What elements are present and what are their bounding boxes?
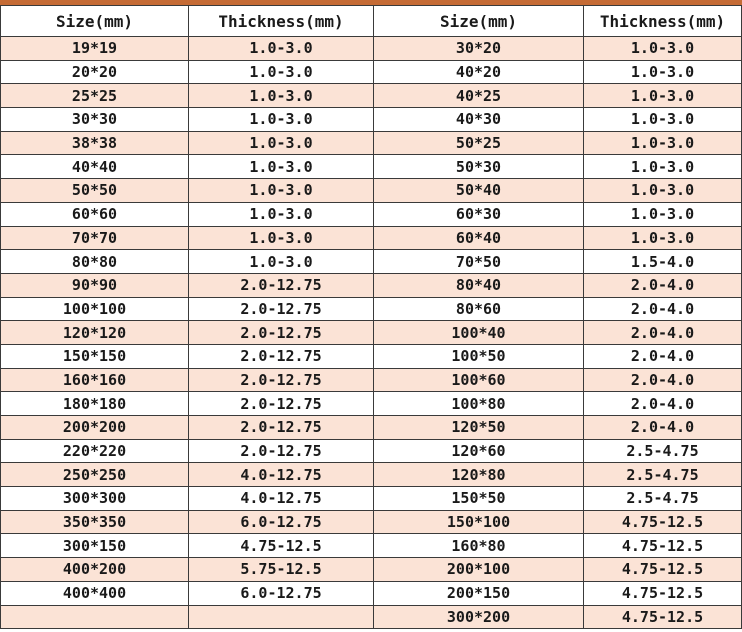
cell-size-1: 180*180: [1, 392, 189, 416]
table-row: [1, 368, 742, 392]
cell-thickness-1: 2.0-12.75: [189, 368, 374, 392]
cell-thickness-2: 2.0-4.0: [584, 297, 742, 321]
cell-thickness-1: [189, 605, 374, 629]
cell-size-1: 150*150: [1, 344, 189, 368]
cell-size-2: 100*50: [374, 344, 584, 368]
cell-thickness-1: 1.0-3.0: [189, 226, 374, 250]
cell-size-1: 100*100: [1, 297, 189, 321]
cell-thickness-2: 2.5-4.75: [584, 439, 742, 463]
cell-size-2: 80*60: [374, 297, 584, 321]
cell-thickness-1: 2.0-12.75: [189, 297, 374, 321]
table-body: [1, 37, 742, 629]
cell-size-1: 120*120: [1, 321, 189, 345]
cell-size-2: 100*60: [374, 368, 584, 392]
cell-thickness-1: 2.0-12.75: [189, 392, 374, 416]
cell-size-2: 40*20: [374, 60, 584, 84]
table-row: [1, 605, 742, 629]
cell-size-2: 100*80: [374, 392, 584, 416]
cell-thickness-1: 2.0-12.75: [189, 273, 374, 297]
header-thickness-2: Thickness(mm): [584, 6, 742, 37]
table-row: [1, 344, 742, 368]
cell-thickness-2: 1.0-3.0: [584, 202, 742, 226]
table-row: [1, 273, 742, 297]
table-row: [1, 416, 742, 440]
table-row: [1, 202, 742, 226]
cell-thickness-1: 1.0-3.0: [189, 37, 374, 61]
cell-thickness-2: 2.0-4.0: [584, 392, 742, 416]
cell-thickness-1: 4.0-12.75: [189, 487, 374, 511]
table-row: [1, 392, 742, 416]
cell-thickness-2: 4.75-12.5: [584, 605, 742, 629]
cell-size-1: 400*400: [1, 581, 189, 605]
cell-thickness-2: 1.0-3.0: [584, 84, 742, 108]
cell-thickness-1: 2.0-12.75: [189, 439, 374, 463]
table-row: [1, 558, 742, 582]
cell-size-1: 250*250: [1, 463, 189, 487]
cell-size-2: 200*100: [374, 558, 584, 582]
cell-size-2: 30*20: [374, 37, 584, 61]
table-row: [1, 297, 742, 321]
cell-size-1: [1, 605, 189, 629]
cell-size-2: 50*30: [374, 155, 584, 179]
cell-size-1: 350*350: [1, 510, 189, 534]
cell-thickness-2: 4.75-12.5: [584, 534, 742, 558]
header-size-1: Size(mm): [1, 6, 189, 37]
cell-thickness-2: 4.75-12.5: [584, 510, 742, 534]
cell-thickness-1: 1.0-3.0: [189, 202, 374, 226]
table-row: [1, 60, 742, 84]
cell-thickness-1: 1.0-3.0: [189, 84, 374, 108]
cell-size-2: 120*50: [374, 416, 584, 440]
cell-size-2: 300*200: [374, 605, 584, 629]
cell-size-2: 100*40: [374, 321, 584, 345]
table-row: [1, 226, 742, 250]
cell-size-2: 40*30: [374, 108, 584, 132]
cell-size-1: 50*50: [1, 179, 189, 203]
cell-thickness-1: 1.0-3.0: [189, 131, 374, 155]
cell-size-2: 60*30: [374, 202, 584, 226]
cell-thickness-1: 2.0-12.75: [189, 416, 374, 440]
cell-thickness-1: 6.0-12.75: [189, 581, 374, 605]
cell-size-1: 160*160: [1, 368, 189, 392]
cell-size-2: 150*50: [374, 487, 584, 511]
cell-thickness-2: 2.0-4.0: [584, 416, 742, 440]
cell-thickness-2: 2.0-4.0: [584, 321, 742, 345]
cell-thickness-1: 1.0-3.0: [189, 179, 374, 203]
cell-size-1: 60*60: [1, 202, 189, 226]
cell-thickness-1: 2.0-12.75: [189, 344, 374, 368]
table-row: [1, 250, 742, 274]
table-row: [1, 84, 742, 108]
cell-size-1: 400*200: [1, 558, 189, 582]
header-thickness-1: Thickness(mm): [189, 6, 374, 37]
table-row: [1, 155, 742, 179]
cell-thickness-1: 4.0-12.75: [189, 463, 374, 487]
cell-size-2: 50*25: [374, 131, 584, 155]
cell-thickness-1: 1.0-3.0: [189, 60, 374, 84]
cell-thickness-2: 1.0-3.0: [584, 179, 742, 203]
table-row: [1, 510, 742, 534]
cell-size-2: 160*80: [374, 534, 584, 558]
cell-size-2: 120*60: [374, 439, 584, 463]
spec-table: [0, 5, 742, 629]
cell-thickness-1: 1.0-3.0: [189, 250, 374, 274]
cell-size-1: 30*30: [1, 108, 189, 132]
table-row: [1, 487, 742, 511]
cell-size-2: 120*80: [374, 463, 584, 487]
cell-thickness-2: 1.5-4.0: [584, 250, 742, 274]
cell-thickness-1: 2.0-12.75: [189, 321, 374, 345]
cell-size-1: 80*80: [1, 250, 189, 274]
cell-size-2: 150*100: [374, 510, 584, 534]
cell-thickness-2: 2.5-4.75: [584, 463, 742, 487]
cell-thickness-2: 1.0-3.0: [584, 37, 742, 61]
cell-thickness-2: 1.0-3.0: [584, 60, 742, 84]
cell-size-2: 40*25: [374, 84, 584, 108]
cell-thickness-2: 2.0-4.0: [584, 273, 742, 297]
cell-thickness-2: 2.5-4.75: [584, 487, 742, 511]
cell-size-1: 200*200: [1, 416, 189, 440]
cell-thickness-2: 4.75-12.5: [584, 581, 742, 605]
table-row: [1, 37, 742, 61]
cell-thickness-1: 6.0-12.75: [189, 510, 374, 534]
table-row: [1, 108, 742, 132]
header-row: [1, 6, 742, 37]
cell-thickness-2: 1.0-3.0: [584, 131, 742, 155]
cell-size-2: 50*40: [374, 179, 584, 203]
table-row: [1, 321, 742, 345]
cell-size-1: 90*90: [1, 273, 189, 297]
cell-thickness-2: 1.0-3.0: [584, 108, 742, 132]
header-size-2: Size(mm): [374, 6, 584, 37]
cell-size-1: 38*38: [1, 131, 189, 155]
cell-thickness-1: 1.0-3.0: [189, 108, 374, 132]
cell-thickness-1: 4.75-12.5: [189, 534, 374, 558]
table-row: [1, 463, 742, 487]
table-row: [1, 179, 742, 203]
table-row: [1, 439, 742, 463]
cell-thickness-2: 1.0-3.0: [584, 226, 742, 250]
cell-size-1: 19*19: [1, 37, 189, 61]
cell-size-1: 20*20: [1, 60, 189, 84]
cell-size-2: 80*40: [374, 273, 584, 297]
cell-thickness-2: 2.0-4.0: [584, 368, 742, 392]
cell-size-1: 220*220: [1, 439, 189, 463]
cell-thickness-2: 1.0-3.0: [584, 155, 742, 179]
cell-thickness-1: 5.75-12.5: [189, 558, 374, 582]
cell-size-1: 300*300: [1, 487, 189, 511]
cell-size-1: 300*150: [1, 534, 189, 558]
cell-thickness-1: 1.0-3.0: [189, 155, 374, 179]
table-row: [1, 131, 742, 155]
cell-size-2: 70*50: [374, 250, 584, 274]
cell-size-1: 70*70: [1, 226, 189, 250]
cell-size-2: 200*150: [374, 581, 584, 605]
cell-size-1: 40*40: [1, 155, 189, 179]
cell-thickness-2: 2.0-4.0: [584, 344, 742, 368]
cell-thickness-2: 4.75-12.5: [584, 558, 742, 582]
table-row: [1, 534, 742, 558]
cell-size-2: 60*40: [374, 226, 584, 250]
table-row: [1, 581, 742, 605]
cell-size-1: 25*25: [1, 84, 189, 108]
